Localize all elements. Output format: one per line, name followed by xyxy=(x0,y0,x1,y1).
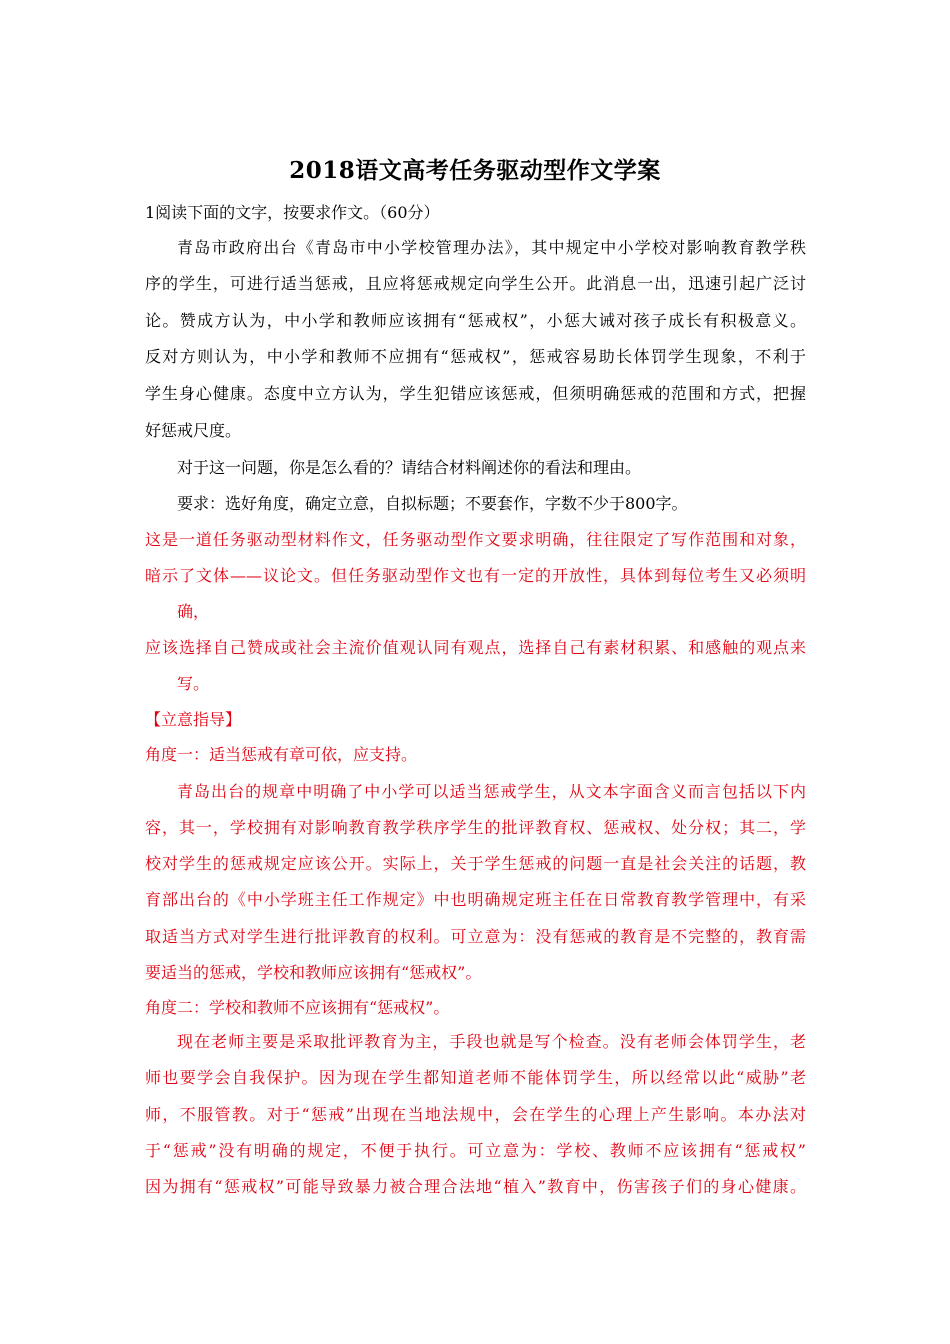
angle1-line: 校对学生的惩戒规定应该公开。实际上，关于学生惩戒的问题一直是社会关注的话题，教 xyxy=(145,854,806,873)
question-requirement: 要求：选好角度，确定立意，自拟标题；不要套作，字数不少于800字。 xyxy=(177,494,688,513)
analysis-line: 暗示了文体——议论文。但任务驱动型作文也有一定的开放性，具体到每位考生又必须明 xyxy=(145,566,806,585)
angle1-line: 青岛出台的规章中明确了中小学可以适当惩戒学生，从文本字面含义而言包括以下内 xyxy=(177,782,806,801)
angle2-line: 于“惩戒”没有明确的规定，不便于执行。可立意为：学校、教师不应该拥有“惩戒权” xyxy=(145,1141,806,1160)
angle1-line: 育部出台的《中小学班主任工作规定》中也明确规定班主任在日常教育教学管理中，有采 xyxy=(145,890,806,909)
angle2-heading: 角度二：学校和教师不应该拥有“惩戒权”。 xyxy=(145,998,450,1017)
angle2-line: 现在老师主要是采取批评教育为主，手段也就是写个检查。没有老师会体罚学生，老 xyxy=(177,1032,806,1051)
analysis-line: 确， xyxy=(177,602,210,621)
section-heading: 【立意指导】 xyxy=(145,710,242,729)
analysis-line: 写。 xyxy=(177,674,210,693)
question-instruction: 1阅读下面的文字，按要求作文。（60分） xyxy=(145,203,440,222)
angle1-line: 要适当的惩戒，学校和教师应该拥有“惩戒权”。 xyxy=(145,963,482,982)
angle2-line: 因为拥有“惩戒权”可能导致暴力被合理合法地“植入”教育中，伤害孩子们的身心健康。 xyxy=(145,1177,806,1196)
analysis-line: 这是一道任务驱动型材料作文，任务驱动型作文要求明确，往往限定了写作范围和对象， xyxy=(145,530,806,549)
material-line: 论。赞成方认为，中小学和教师应该拥有“惩戒权”，小惩大诫对孩子成长有积极意义。 xyxy=(145,311,806,330)
material-line: 好惩戒尺度。 xyxy=(145,421,242,440)
angle1-heading: 角度一：适当惩戒有章可依，应支持。 xyxy=(145,745,418,764)
angle1-line: 容，其一，学校拥有对影响教育教学秩序学生的批评教育权、惩戒权、处分权；其二，学 xyxy=(145,818,806,837)
angle2-line: 师也要学会自我保护。因为现在学生都知道老师不能体罚学生，所以经常以此“威胁”老 xyxy=(145,1068,806,1087)
page-title: 2018语文高考任务驱动型作文学案 xyxy=(289,157,661,184)
angle2-line: 师，不服管教。对于“惩戒”出现在当地法规中，会在学生的心理上产生影响。本办法对 xyxy=(145,1105,806,1124)
analysis-line: 应该选择自己赞成或社会主流价值观认同有观点，选择自己有素材积累、和感触的观点来 xyxy=(145,638,806,657)
question-prompt: 对于这一问题，你是怎么看的？请结合材料阐述你的看法和理由。 xyxy=(177,458,642,477)
material-line: 序的学生，可进行适当惩戒，且应将惩戒规定向学生公开。此消息一出，迅速引起广泛讨 xyxy=(145,274,806,293)
material-line: 反对方则认为，中小学和教师不应拥有“惩戒权”，惩戒容易助长体罚学生现象，不利于 xyxy=(145,347,806,366)
material-line: 青岛市政府出台《青岛市中小学校管理办法》，其中规定中小学校对影响教育教学秩 xyxy=(177,238,806,257)
material-line: 学生身心健康。态度中立方认为，学生犯错应该惩戒，但须明确惩戒的范围和方式，把握 xyxy=(145,384,806,403)
angle1-line: 取适当方式对学生进行批评教育的权利。可立意为：没有惩戒的教育是不完整的，教育需 xyxy=(145,927,806,946)
